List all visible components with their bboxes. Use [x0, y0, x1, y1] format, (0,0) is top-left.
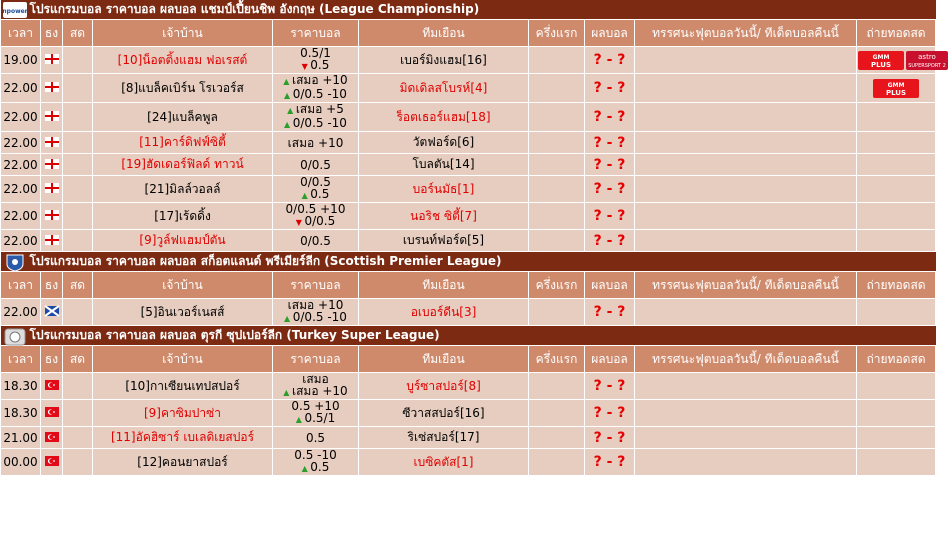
col-home: เจ้าบ้าน [93, 272, 273, 299]
odds-cell [273, 103, 359, 132]
odds-line [273, 385, 358, 399]
broadcast-cell [857, 74, 936, 103]
home-team[interactable]: [19]ฮัดเดอร์ฟิลด์ ทาวน์ [93, 154, 273, 176]
tips-cell[interactable] [635, 74, 857, 103]
match-row [1, 299, 936, 326]
odds-value: 0/0.5 [300, 233, 331, 248]
odds-value: 0/0.5 [304, 214, 336, 228]
match-row [1, 449, 936, 476]
col-time: เวลา [1, 346, 41, 373]
match-row [1, 103, 936, 132]
col-broadcast: ถ่ายทอดสด [857, 272, 936, 299]
match-time: 22.00 [1, 176, 41, 203]
home-team[interactable]: [10]น็อตติ้งแฮม ฟอเรสต์ [93, 47, 273, 74]
away-team[interactable]: นอริช ซิตี้[7] [359, 203, 529, 230]
away-team[interactable]: อเบอร์ดีน[3] [359, 299, 529, 326]
away-team[interactable]: เบรนท์ฟอร์ด[5] [359, 230, 529, 252]
england-flag-icon [45, 110, 59, 124]
broadcast-cell [857, 400, 936, 427]
odds-cell [273, 400, 359, 427]
svg-text:SUPERSPORT 2: SUPERSPORT 2 [908, 62, 946, 69]
odds-value: 0/0.5 -10 [292, 87, 347, 101]
live-cell [63, 132, 93, 154]
odds-line [273, 461, 358, 475]
away-team[interactable]: ซีวาสสปอร์[16] [359, 400, 529, 427]
odds-line [273, 412, 358, 426]
match-result: ? - ? [585, 47, 635, 74]
odds-line [273, 117, 358, 131]
arrow-up-icon: ▲ [287, 106, 296, 115]
live-cell [63, 203, 93, 230]
home-team[interactable]: [5]อินเวอร์เนสส์ [93, 299, 273, 326]
home-team[interactable]: [11]คาร์ดิฟฟ์ซิตี้ [93, 132, 273, 154]
league-title: โปรแกรมบอล ราคาบอล ผลบอล สก็อตแลนด์ พรีเมียร์ลีก (Scottish Premier League) [29, 254, 502, 268]
tips-cell[interactable] [635, 427, 857, 449]
live-cell [63, 230, 93, 252]
match-time: 22.00 [1, 132, 41, 154]
half-time-score [529, 74, 585, 103]
away-team[interactable]: เบซิคตัส[1] [359, 449, 529, 476]
col-result: ผลบอล [585, 346, 635, 373]
col-half: ครึ่งแรก [529, 346, 585, 373]
league-header [1, 0, 936, 20]
flag-cell [41, 176, 63, 203]
england-flag-icon [45, 136, 59, 150]
gmm-channel-icon[interactable] [873, 79, 919, 98]
match-time: 18.30 [1, 400, 41, 427]
spl-logo-icon [3, 254, 27, 270]
odds-value: เสมอ +5 [295, 102, 344, 116]
broadcast-cell [857, 299, 936, 326]
tips-cell[interactable] [635, 203, 857, 230]
odds-value: เสมอ +10 [292, 73, 348, 87]
col-away: ทีมเยือน [359, 346, 529, 373]
odds-line [273, 432, 358, 444]
flag-cell [41, 400, 63, 427]
broadcast-cell [857, 230, 936, 252]
flag-cell [41, 103, 63, 132]
col-broadcast: ถ่ายทอดสด [857, 20, 936, 47]
tips-cell[interactable] [635, 132, 857, 154]
odds-value: 0.5 [310, 460, 330, 474]
broadcast-cell [857, 176, 936, 203]
england-flag-icon [45, 209, 59, 223]
home-team[interactable]: [9]คาซิมปาซ่า [93, 400, 273, 427]
odds-value: 0/0.5 +10 [285, 202, 346, 216]
tips-cell[interactable] [635, 176, 857, 203]
match-time: 22.00 [1, 74, 41, 103]
match-row [1, 47, 936, 74]
match-result: ? - ? [585, 299, 635, 326]
col-price: ราคาบอล [273, 20, 359, 47]
match-row [1, 400, 936, 427]
tips-cell[interactable] [635, 373, 857, 400]
match-time: 22.00 [1, 299, 41, 326]
live-cell [63, 47, 93, 74]
odds-cell [273, 230, 359, 252]
home-team[interactable]: [8]แบล็คเบิร์น โรเวอร์ส [93, 74, 273, 103]
odds-value: 0.5 -10 [294, 448, 337, 462]
match-result: ? - ? [585, 230, 635, 252]
half-time-score [529, 427, 585, 449]
flag-cell [41, 47, 63, 74]
match-time: 18.30 [1, 373, 41, 400]
gmm-channel-icon[interactable] [858, 51, 904, 70]
flag-cell [41, 427, 63, 449]
half-time-score [529, 103, 585, 132]
arrow-up-icon: ▲ [284, 91, 293, 100]
odds-value: 0/0.5 -10 [292, 116, 347, 130]
match-time: 22.00 [1, 154, 41, 176]
arrow-up-icon: ▲ [284, 120, 293, 129]
league-title: โปรแกรมบอล ราคาบอล ผลบอล แชมป์เปี้ยนชิพ อังกฤษ (League Championship) [29, 2, 480, 16]
odds-line [273, 74, 358, 88]
england-flag-icon [45, 53, 59, 67]
broadcast-cell [857, 203, 936, 230]
broadcast-cell [857, 132, 936, 154]
odds-cell [273, 154, 359, 176]
home-team[interactable]: [24]แบล็คพูล [93, 103, 273, 132]
odds-value: 0/0.5 [300, 157, 331, 172]
odds-line [273, 188, 358, 202]
match-row [1, 74, 936, 103]
home-team[interactable]: [9]วูล์ฟแฮมป์ตัน [93, 230, 273, 252]
match-row [1, 203, 936, 230]
svg-text:GMM: GMM [887, 81, 905, 89]
odds-value: 0.5 [310, 58, 330, 72]
col-home: เจ้าบ้าน [93, 20, 273, 47]
broadcast-cell [857, 373, 936, 400]
match-time: 22.00 [1, 230, 41, 252]
broadcast-cell [857, 449, 936, 476]
col-time: เวลา [1, 272, 41, 299]
col-time: เวลา [1, 20, 41, 47]
odds-line [273, 59, 358, 73]
half-time-score [529, 230, 585, 252]
home-team[interactable]: [17]เร้ดดิ้ง [93, 203, 273, 230]
odds-value: 0.5 +10 [291, 399, 340, 413]
live-cell [63, 176, 93, 203]
col-tips: ทรรศนะฟุตบอลวันนี้/ ทีเด็ดบอลคืนนี้ [635, 346, 857, 373]
odds-cell [273, 176, 359, 203]
away-team[interactable]: บอร์นมัธ[1] [359, 176, 529, 203]
col-result: ผลบอล [585, 20, 635, 47]
flag-cell [41, 203, 63, 230]
flag-cell [41, 230, 63, 252]
odds-line [273, 159, 358, 171]
match-row [1, 132, 936, 154]
svg-text:PLUS: PLUS [870, 60, 892, 69]
column-header-row [1, 20, 936, 47]
odds-line [273, 215, 358, 229]
odds-cell [273, 427, 359, 449]
home-team[interactable]: [12]คอนยาสปอร์ [93, 449, 273, 476]
col-tips: ทรรศนะฟุตบอลวันนี้/ ทีเด็ดบอลคืนนี้ [635, 272, 857, 299]
npower-logo-icon [3, 2, 27, 18]
away-team[interactable]: วัตฟอร์ด[6] [359, 132, 529, 154]
odds-line [273, 137, 358, 149]
turkey-flag-icon [45, 379, 59, 393]
odds-value: เสมอ +10 [287, 298, 344, 312]
odds-line [273, 103, 358, 117]
col-half: ครึ่งแรก [529, 20, 585, 47]
live-cell [63, 154, 93, 176]
home-team[interactable]: [10]กาเซียนเทปสปอร์ [93, 373, 273, 400]
odds-value: 0/0.5 [300, 175, 331, 189]
odds-value: 0.5/1 [300, 46, 331, 60]
odds-value: 0/0.5 -10 [292, 310, 347, 324]
tips-cell[interactable] [635, 103, 857, 132]
live-cell [63, 74, 93, 103]
half-time-score [529, 299, 585, 326]
match-result: ? - ? [585, 154, 635, 176]
col-flag: ธง [41, 272, 63, 299]
tips-cell[interactable] [635, 154, 857, 176]
arrow-up-icon: ▲ [284, 314, 293, 323]
odds-cell [273, 299, 359, 326]
col-away: ทีมเยือน [359, 20, 529, 47]
away-team[interactable]: เบอร์มิงแฮม[16] [359, 47, 529, 74]
col-half: ครึ่งแรก [529, 272, 585, 299]
flag-cell [41, 74, 63, 103]
tips-cell[interactable] [635, 299, 857, 326]
half-time-score [529, 203, 585, 230]
arrow-down-icon: ▼ [295, 218, 305, 227]
odds-line [273, 311, 358, 325]
svg-text:GMM: GMM [872, 53, 890, 61]
col-flag: ธง [41, 20, 63, 47]
half-time-score [529, 449, 585, 476]
half-time-score [529, 132, 585, 154]
england-flag-icon [45, 182, 59, 196]
flag-cell [41, 132, 63, 154]
match-row [1, 373, 936, 400]
live-cell [63, 299, 93, 326]
live-cell [63, 373, 93, 400]
arrow-up-icon: ▲ [301, 464, 311, 473]
column-header-row [1, 346, 936, 373]
league-title: โปรแกรมบอล ราคาบอล ผลบอล ตุรกี ซุปเปอร์ลีก (Turkey Super League) [29, 328, 440, 342]
flag-cell [41, 373, 63, 400]
tips-cell[interactable] [635, 230, 857, 252]
col-tips: ทรรศนะฟุตบอลวันนี้/ ทีเด็ดบอลคืนนี้ [635, 20, 857, 47]
arrow-up-icon: ▲ [295, 415, 305, 424]
odds-cell [273, 132, 359, 154]
flag-cell [41, 299, 63, 326]
svg-text:astro: astro [918, 52, 936, 61]
broadcast-cell [857, 427, 936, 449]
odds-value: 0.5 [305, 430, 326, 445]
half-time-score [529, 154, 585, 176]
odds-cell [273, 74, 359, 103]
col-flag: ธง [41, 346, 63, 373]
match-row [1, 427, 936, 449]
match-result: ? - ? [585, 449, 635, 476]
flag-cell [41, 449, 63, 476]
match-result: ? - ? [585, 373, 635, 400]
league-header [1, 326, 936, 346]
match-time: 21.00 [1, 427, 41, 449]
away-team[interactable]: ร็อตเธอร์แฮม[18] [359, 103, 529, 132]
odds-value: 0.5 [310, 187, 330, 201]
odds-value: เสมอ +10 [292, 384, 348, 398]
tips-cell[interactable] [635, 400, 857, 427]
match-result: ? - ? [585, 176, 635, 203]
england-flag-icon [45, 81, 59, 95]
col-result: ผลบอล [585, 272, 635, 299]
live-cell [63, 427, 93, 449]
svg-text:npower: npower [1, 7, 28, 15]
match-row [1, 230, 936, 252]
astro-channel-icon[interactable] [906, 51, 948, 70]
away-team[interactable]: บูร์ซาสปอร์[8] [359, 373, 529, 400]
odds-value: เสมอ +10 [287, 135, 344, 150]
odds-value: เสมอ [302, 372, 329, 386]
tips-cell[interactable] [635, 47, 857, 74]
col-live: สด [63, 346, 93, 373]
arrow-up-icon: ▲ [283, 388, 292, 397]
live-cell [63, 400, 93, 427]
away-team[interactable]: มิดเดิลสโบรห์[4] [359, 74, 529, 103]
turkey-flag-icon [45, 455, 59, 469]
column-header-row [1, 272, 936, 299]
match-row [1, 176, 936, 203]
odds-cell [273, 373, 359, 400]
tsl-logo-icon [3, 328, 27, 344]
match-result: ? - ? [585, 203, 635, 230]
half-time-score [529, 47, 585, 74]
match-time: 22.00 [1, 103, 41, 132]
england-flag-icon [45, 158, 59, 172]
home-team[interactable]: [21]มิลล์วอลล์ [93, 176, 273, 203]
flag-cell [41, 154, 63, 176]
turkey-flag-icon [45, 431, 59, 445]
match-time: 19.00 [1, 47, 41, 74]
away-team[interactable]: โบลตัน[14] [359, 154, 529, 176]
broadcast-cell [857, 47, 946, 74]
match-result: ? - ? [585, 74, 635, 103]
odds-cell [273, 203, 359, 230]
odds-value: 0.5/1 [304, 411, 336, 425]
col-live: สด [63, 272, 93, 299]
away-team[interactable]: ริเซ่สปอร์[17] [359, 427, 529, 449]
col-price: ราคาบอล [273, 346, 359, 373]
odds-cell [273, 47, 359, 74]
col-live: สด [63, 20, 93, 47]
arrow-up-icon: ▲ [301, 191, 311, 200]
half-time-score [529, 176, 585, 203]
half-time-score [529, 373, 585, 400]
league-header [1, 252, 936, 272]
match-result: ? - ? [585, 132, 635, 154]
live-cell [63, 449, 93, 476]
match-time: 00.00 [1, 449, 41, 476]
match-result: ? - ? [585, 400, 635, 427]
match-row [1, 154, 936, 176]
odds-cell [273, 449, 359, 476]
svg-text:PLUS: PLUS [885, 88, 907, 97]
broadcast-cell [857, 154, 936, 176]
col-broadcast: ถ่ายทอดสด [857, 346, 936, 373]
match-result: ? - ? [585, 427, 635, 449]
arrow-up-icon: ▲ [283, 77, 292, 86]
match-result: ? - ? [585, 103, 635, 132]
col-home: เจ้าบ้าน [93, 346, 273, 373]
odds-line [273, 88, 358, 102]
col-price: ราคาบอล [273, 272, 359, 299]
half-time-score [529, 400, 585, 427]
broadcast-cell [857, 103, 936, 132]
odds-line [273, 235, 358, 247]
arrow-down-icon: ▼ [301, 62, 311, 71]
scotland-flag-icon [45, 305, 59, 319]
live-cell [63, 103, 93, 132]
england-flag-icon [45, 234, 59, 248]
turkey-flag-icon [45, 406, 59, 420]
home-team[interactable]: [11]อัคฮิซาร์ เบเลดิเยสปอร์ [93, 427, 273, 449]
col-away: ทีมเยือน [359, 272, 529, 299]
tips-cell[interactable] [635, 449, 857, 476]
match-time: 22.00 [1, 203, 41, 230]
